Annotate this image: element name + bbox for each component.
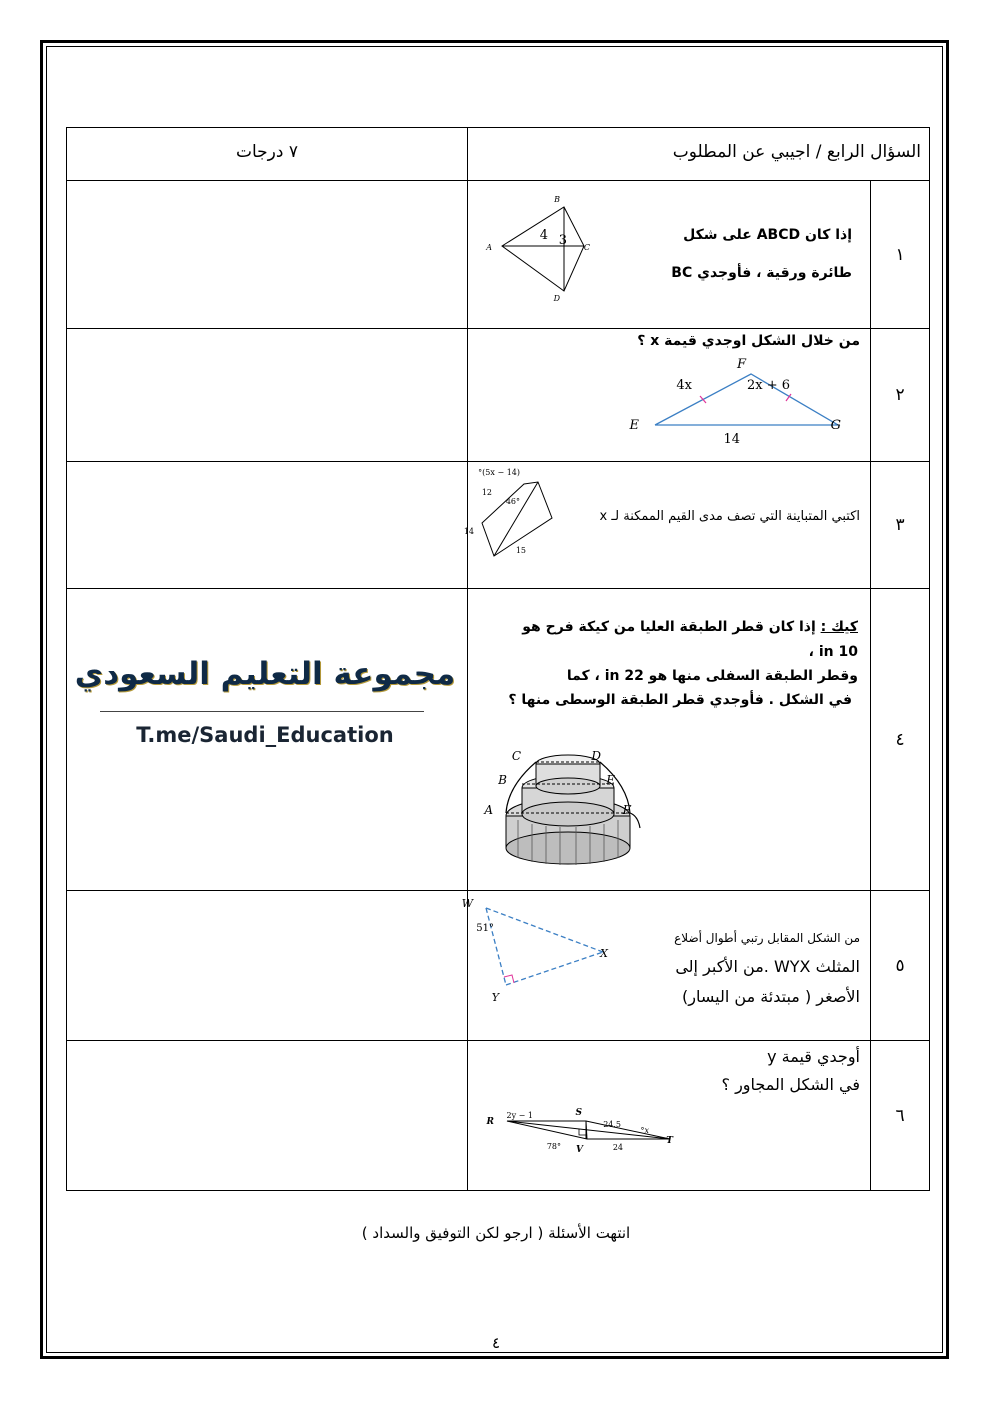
footer-text: انتهت الأسئلة ( ارجو لكن التوفيق والسداد ) <box>361 1224 631 1242</box>
p6-angle-x: x° <box>640 1126 649 1135</box>
question-number-2: ٢ <box>871 329 930 462</box>
p6-label-s: S <box>575 1108 582 1118</box>
watermark-divider <box>100 711 424 712</box>
tri5-label-w: W <box>461 897 473 910</box>
question-cell-5 <box>461 891 871 1041</box>
grade-text: ٧ درجات <box>235 142 299 162</box>
tri5-label-x: X <box>600 947 608 960</box>
isosceles-triangle-figure <box>629 356 863 451</box>
q1-line2: طائرة ورقية ، فأوجدي BC <box>671 265 852 281</box>
question-row-6 <box>67 1041 930 1191</box>
question-number-3: ٣ <box>871 462 930 589</box>
question-cell-3 <box>463 462 871 589</box>
question-cell-2 <box>468 329 871 462</box>
kite-value-3: 3 <box>558 233 567 248</box>
quadrilateral-figure <box>463 466 584 562</box>
kite-label-d: D <box>553 294 560 303</box>
p6-label-r: R <box>486 1117 494 1127</box>
q3-side-15: 15 <box>515 546 526 555</box>
question-cell-1 <box>468 181 871 329</box>
question-row-2 <box>67 329 930 462</box>
q4-line1: إذا كان قطر الطبقة العليا من كيكة فرح هو <box>522 619 816 635</box>
triangle-side-left: 4x <box>676 378 692 393</box>
right-triangle-figure <box>461 893 628 1008</box>
watermark-title: مجموعة التعليم السعودي <box>74 656 456 692</box>
question-row-1 <box>67 181 930 329</box>
question-row-3 <box>67 462 930 589</box>
q4-label: كيك : <box>820 619 858 635</box>
cake-label-c: C <box>511 749 521 763</box>
question-number-6: ٦ <box>871 1041 930 1191</box>
kite-value-4: 4 <box>539 228 548 243</box>
kite-label-b: B <box>554 195 560 204</box>
question-row-5 <box>67 891 930 1041</box>
triangle-label-e: E <box>629 418 639 433</box>
q3-side-14: 14 <box>463 527 474 536</box>
tri5-angle: 51° <box>476 923 494 934</box>
q5-line3: الأصغر ( مبتدئة من اليسار) <box>682 987 860 1006</box>
q2-text: من خلال الشكل اوجدي قيمة x ؟ <box>637 333 860 349</box>
q5-line1: من الشكل المقابل رتبي أطوال أضلاع <box>674 931 860 945</box>
triangle-label-g: G <box>830 418 841 433</box>
q6-line2: في الشكل المجاور ؟ <box>721 1075 860 1094</box>
q5-line2: المثلث WYX .من الأكبر إلى <box>675 957 860 976</box>
cake-label-f: F <box>622 803 631 817</box>
question-number-1: ١ <box>871 181 930 329</box>
answer-cell-1[interactable] <box>67 181 468 329</box>
kite-label-c: C <box>583 243 590 252</box>
tri5-label-y: Y <box>491 991 499 1004</box>
cake-label-e: E <box>606 773 615 787</box>
kite-figure <box>486 191 602 303</box>
watermark-link[interactable]: T.me/Saudi_Education <box>136 723 394 747</box>
header-row <box>67 128 930 181</box>
q4-statement-line1 <box>522 619 858 635</box>
p6-label-t: T <box>666 1136 673 1146</box>
grade-cell <box>67 128 468 181</box>
p6-side-st: 24.5 <box>603 1120 621 1129</box>
p6-angle-78: 78° <box>546 1142 561 1151</box>
question-cell-4 <box>468 589 871 891</box>
cake-label-a: A <box>484 803 493 817</box>
q3-text: اكتبي المتباينة التي تصف مدى القيم الممكنة لـ x <box>599 509 860 524</box>
answer-cell-6[interactable] <box>67 1041 468 1191</box>
question-cell-6 <box>468 1041 871 1191</box>
question-number-4: ٤ <box>871 589 930 891</box>
p6-label-v: V <box>576 1145 583 1155</box>
cake-label-d: D <box>591 749 601 763</box>
cake-figure <box>484 746 648 871</box>
answer-cell-2[interactable] <box>67 329 468 462</box>
q4-line2: 10 in ، <box>808 644 858 660</box>
answer-cell-5[interactable] <box>67 891 468 1041</box>
cake-label-b: B <box>498 773 507 787</box>
q3-side-12: 12 <box>481 488 492 497</box>
triangle-base: 14 <box>723 432 740 447</box>
question-title: السؤال الرابع / اجيبي عن المطلوب <box>672 142 922 162</box>
q6-line1: أوجدي قيمة y <box>767 1047 860 1066</box>
page-number: ٤ <box>491 1334 501 1352</box>
question-number-5: ٥ <box>871 891 930 1041</box>
p6-side-rs: 2y − 1 <box>506 1111 533 1120</box>
q1-line1: إذا كان ABCD على شكل <box>683 227 852 243</box>
answer-cell-3[interactable] <box>67 462 468 589</box>
q3-angle-46: 46° <box>505 497 520 506</box>
kite-label-a: A <box>486 243 492 252</box>
question-title-cell <box>468 128 930 181</box>
q4-line4: في الشكل . فأوجدي قطر الطبقة الوسطى منها ؟ <box>508 692 852 708</box>
q4-line3: وقطر الطبقة السفلى منها هو 22 in ، كما <box>566 668 858 684</box>
triangle-label-f: F <box>736 357 746 372</box>
parallelogram-figure <box>486 1103 690 1163</box>
p6-side-vt: 24 <box>612 1143 623 1152</box>
triangle-side-right: 2x + 6 <box>746 378 790 393</box>
q3-angle-expression: (5x − 14)° <box>478 468 520 477</box>
